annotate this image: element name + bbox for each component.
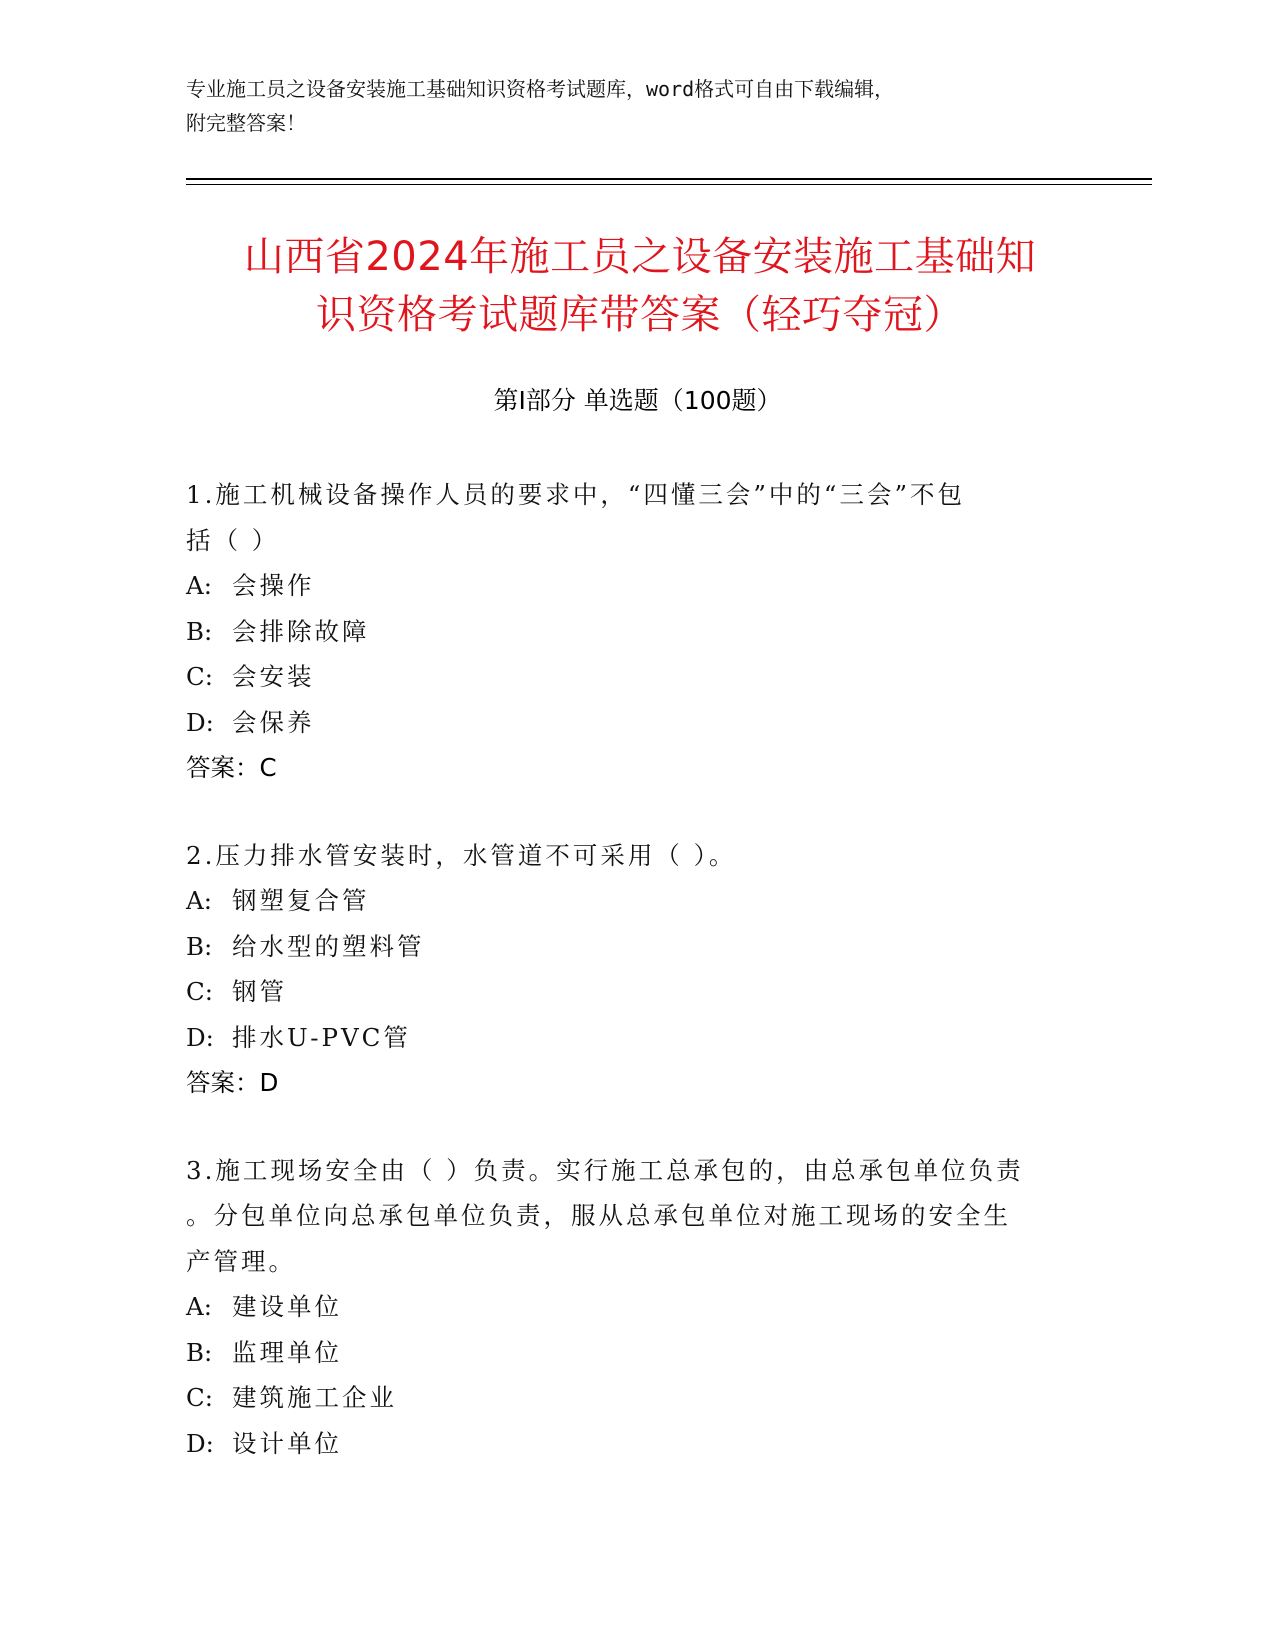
option-letter: D: [186,1022,214,1052]
option-a [186,1284,1086,1330]
option-letter: A: [186,886,212,915]
question-stem-line: 1.施工机械设备操作人员的要求中，“四懂三会”中的“三会”不包 [186,480,965,509]
option-c [186,969,1086,1015]
option-letter: C: [186,1383,214,1412]
option-text: 设计单位 [232,1428,342,1458]
section-heading: 第Ⅰ部分 单选题（100题） [493,386,782,415]
header-note [186,72,1066,140]
option-text: 给水型的塑料管 [232,931,425,961]
option-a [186,563,1086,609]
question-list [186,472,1086,1508]
question-stem-line: 3.施工现场安全由（ ）负责。实行施工总承包的，由总承包单位负责 [186,1155,1024,1185]
question-stem-line: 产管理。 [186,1246,296,1276]
answer-line: 答案：D [186,1068,279,1097]
option-d [186,1421,1086,1467]
option-text: 会排除故障 [232,616,370,646]
option-letter: B: [186,616,213,646]
option-text: 钢塑复合管 [232,886,370,915]
option-letter: B: [186,931,213,961]
option-letter: D: [186,707,214,737]
question-item [186,833,1086,1106]
question-stem-line: 。分包单位向总承包单位负责，服从总承包单位对施工现场的安全生 [186,1201,1011,1230]
option-text: 会操作 [232,571,315,600]
option-b [186,609,1086,655]
option-text: 会安装 [232,662,315,691]
option-letter: A: [186,571,212,600]
option-d [186,700,1086,746]
option-b [186,1330,1086,1376]
question-item [186,472,1086,791]
option-text: 会保养 [232,707,315,737]
question-item [186,1148,1086,1467]
document-title-line: 识资格考试题库带答案（轻巧夺冠） [316,292,964,338]
header-note-line: 附完整答案！ [186,111,306,135]
option-text: 建设单位 [232,1292,342,1321]
option-letter: B: [186,1337,213,1367]
question-stem-line: 2.压力排水管安装时，水管道不可采用（ ）。 [186,840,737,870]
question-stem-line: 括（ ） [186,525,280,555]
option-text: 钢管 [232,977,287,1006]
option-letter: C: [186,977,214,1006]
option-letter: A: [186,1292,212,1321]
option-b [186,924,1086,970]
header-note-line: 专业施工员之设备安装施工基础知识资格考试题库，word格式可自由下载编辑， [186,77,895,101]
header-divider-thick [186,178,1152,180]
option-d [186,1015,1086,1061]
answer-line: 答案：C [186,753,277,782]
document-title [180,228,1100,344]
option-letter: D: [186,1428,214,1458]
option-letter: C: [186,662,214,691]
option-c [186,1375,1086,1421]
option-c [186,654,1086,700]
header-divider-thin [186,184,1152,185]
option-text: 建筑施工企业 [232,1383,397,1412]
option-a [186,878,1086,924]
option-text: 监理单位 [232,1337,342,1367]
option-text: 排水U-PVC管 [232,1022,411,1052]
document-title-line: 山西省2024年施工员之设备安装施工基础知 [243,234,1037,280]
